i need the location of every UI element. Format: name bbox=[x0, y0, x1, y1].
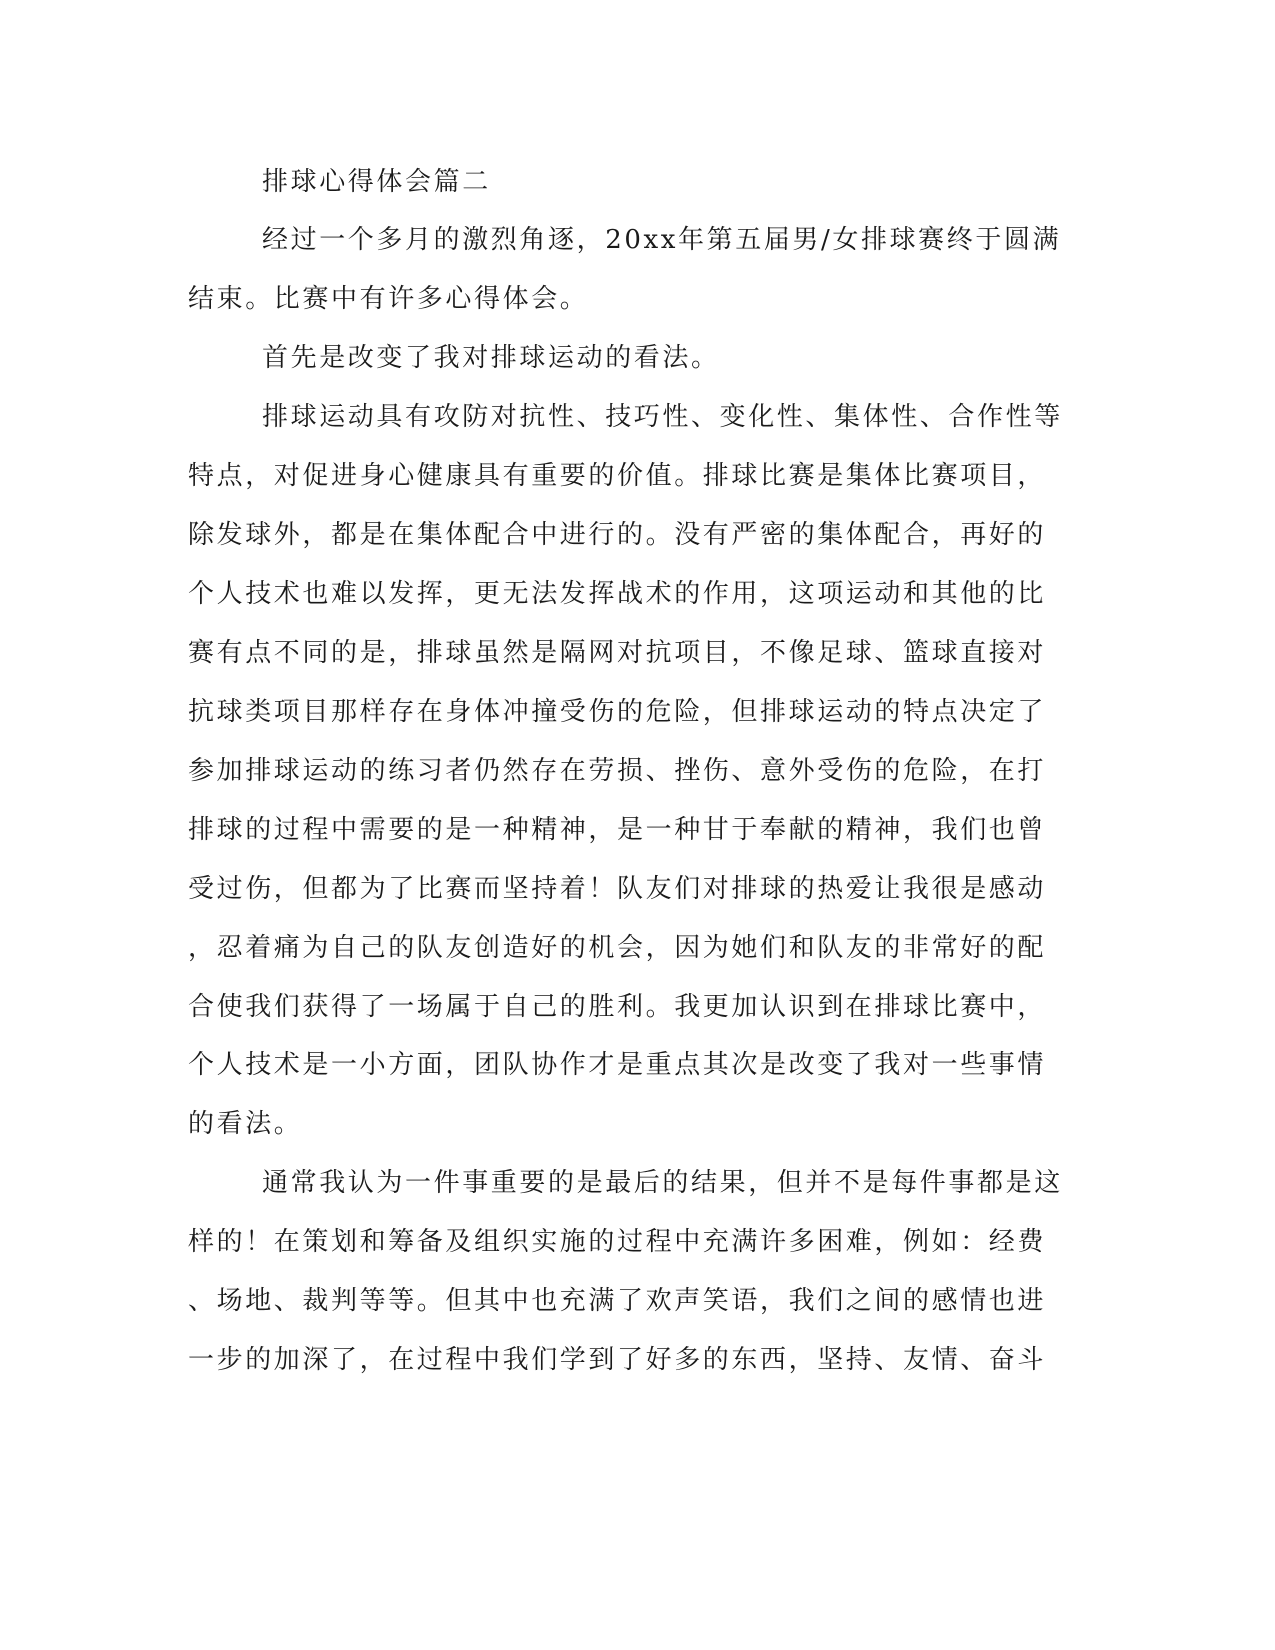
section-heading: 排球心得体会篇二 bbox=[262, 167, 491, 197]
paragraph-line: 一步的加深了，在过程中我们学到了好多的东西，坚持、友情、奋斗 bbox=[188, 1345, 1047, 1375]
paragraph-line: 除发球外，都是在集体配合中进行的。没有严密的集体配合，再好的 bbox=[188, 520, 1047, 550]
paragraph-line: 、场地、裁判等等。但其中也充满了欢声笑语，我们之间的感情也进 bbox=[188, 1286, 1047, 1316]
paragraph-line: 排球运动具有攻防对抗性、技巧性、变化性、集体性、合作性等 bbox=[262, 402, 1063, 432]
paragraph-line: 赛有点不同的是，排球虽然是隔网对抗项目，不像足球、篮球直接对 bbox=[188, 638, 1047, 668]
paragraph-line: 通常我认为一件事重要的是最后的结果，但并不是每件事都是这 bbox=[262, 1168, 1063, 1198]
paragraph-line: 受过伤，但都为了比赛而坚持着！队友们对排球的热爱让我很是感动 bbox=[188, 874, 1047, 904]
paragraph-line: 结束。比赛中有许多心得体会。 bbox=[188, 284, 589, 314]
paragraph-line: 排球的过程中需要的是一种精神，是一种甘于奉献的精神，我们也曾 bbox=[188, 815, 1047, 845]
paragraph-line: 首先是改变了我对排球运动的看法。 bbox=[262, 343, 720, 373]
paragraph-line: 抗球类项目那样存在身体冲撞受伤的危险，但排球运动的特点决定了 bbox=[188, 697, 1047, 727]
paragraph-line: 的看法。 bbox=[188, 1109, 303, 1139]
paragraph-line: 合使我们获得了一场属于自己的胜利。我更加认识到在排球比赛中， bbox=[188, 992, 1047, 1022]
paragraph-line: 个人技术也难以发挥，更无法发挥战术的作用，这项运动和其他的比 bbox=[188, 579, 1047, 609]
paragraph-line: 个人技术是一小方面，团队协作才是重点其次是改变了我对一些事情 bbox=[188, 1050, 1047, 1080]
paragraph-line: 经过一个多月的激烈角逐，20xx年第五届男/女排球赛终于圆满 bbox=[262, 225, 1062, 255]
paragraph-line: ，忍着痛为自己的队友创造好的机会，因为她们和队友的非常好的配 bbox=[188, 933, 1047, 963]
paragraph-line: 特点，对促进身心健康具有重要的价值。排球比赛是集体比赛项目， bbox=[188, 461, 1047, 491]
paragraph-line: 参加排球运动的练习者仍然存在劳损、挫伤、意外受伤的危险，在打 bbox=[188, 756, 1047, 786]
paragraph-line: 样的！在策划和筹备及组织实施的过程中充满许多困难，例如：经费 bbox=[188, 1227, 1047, 1257]
